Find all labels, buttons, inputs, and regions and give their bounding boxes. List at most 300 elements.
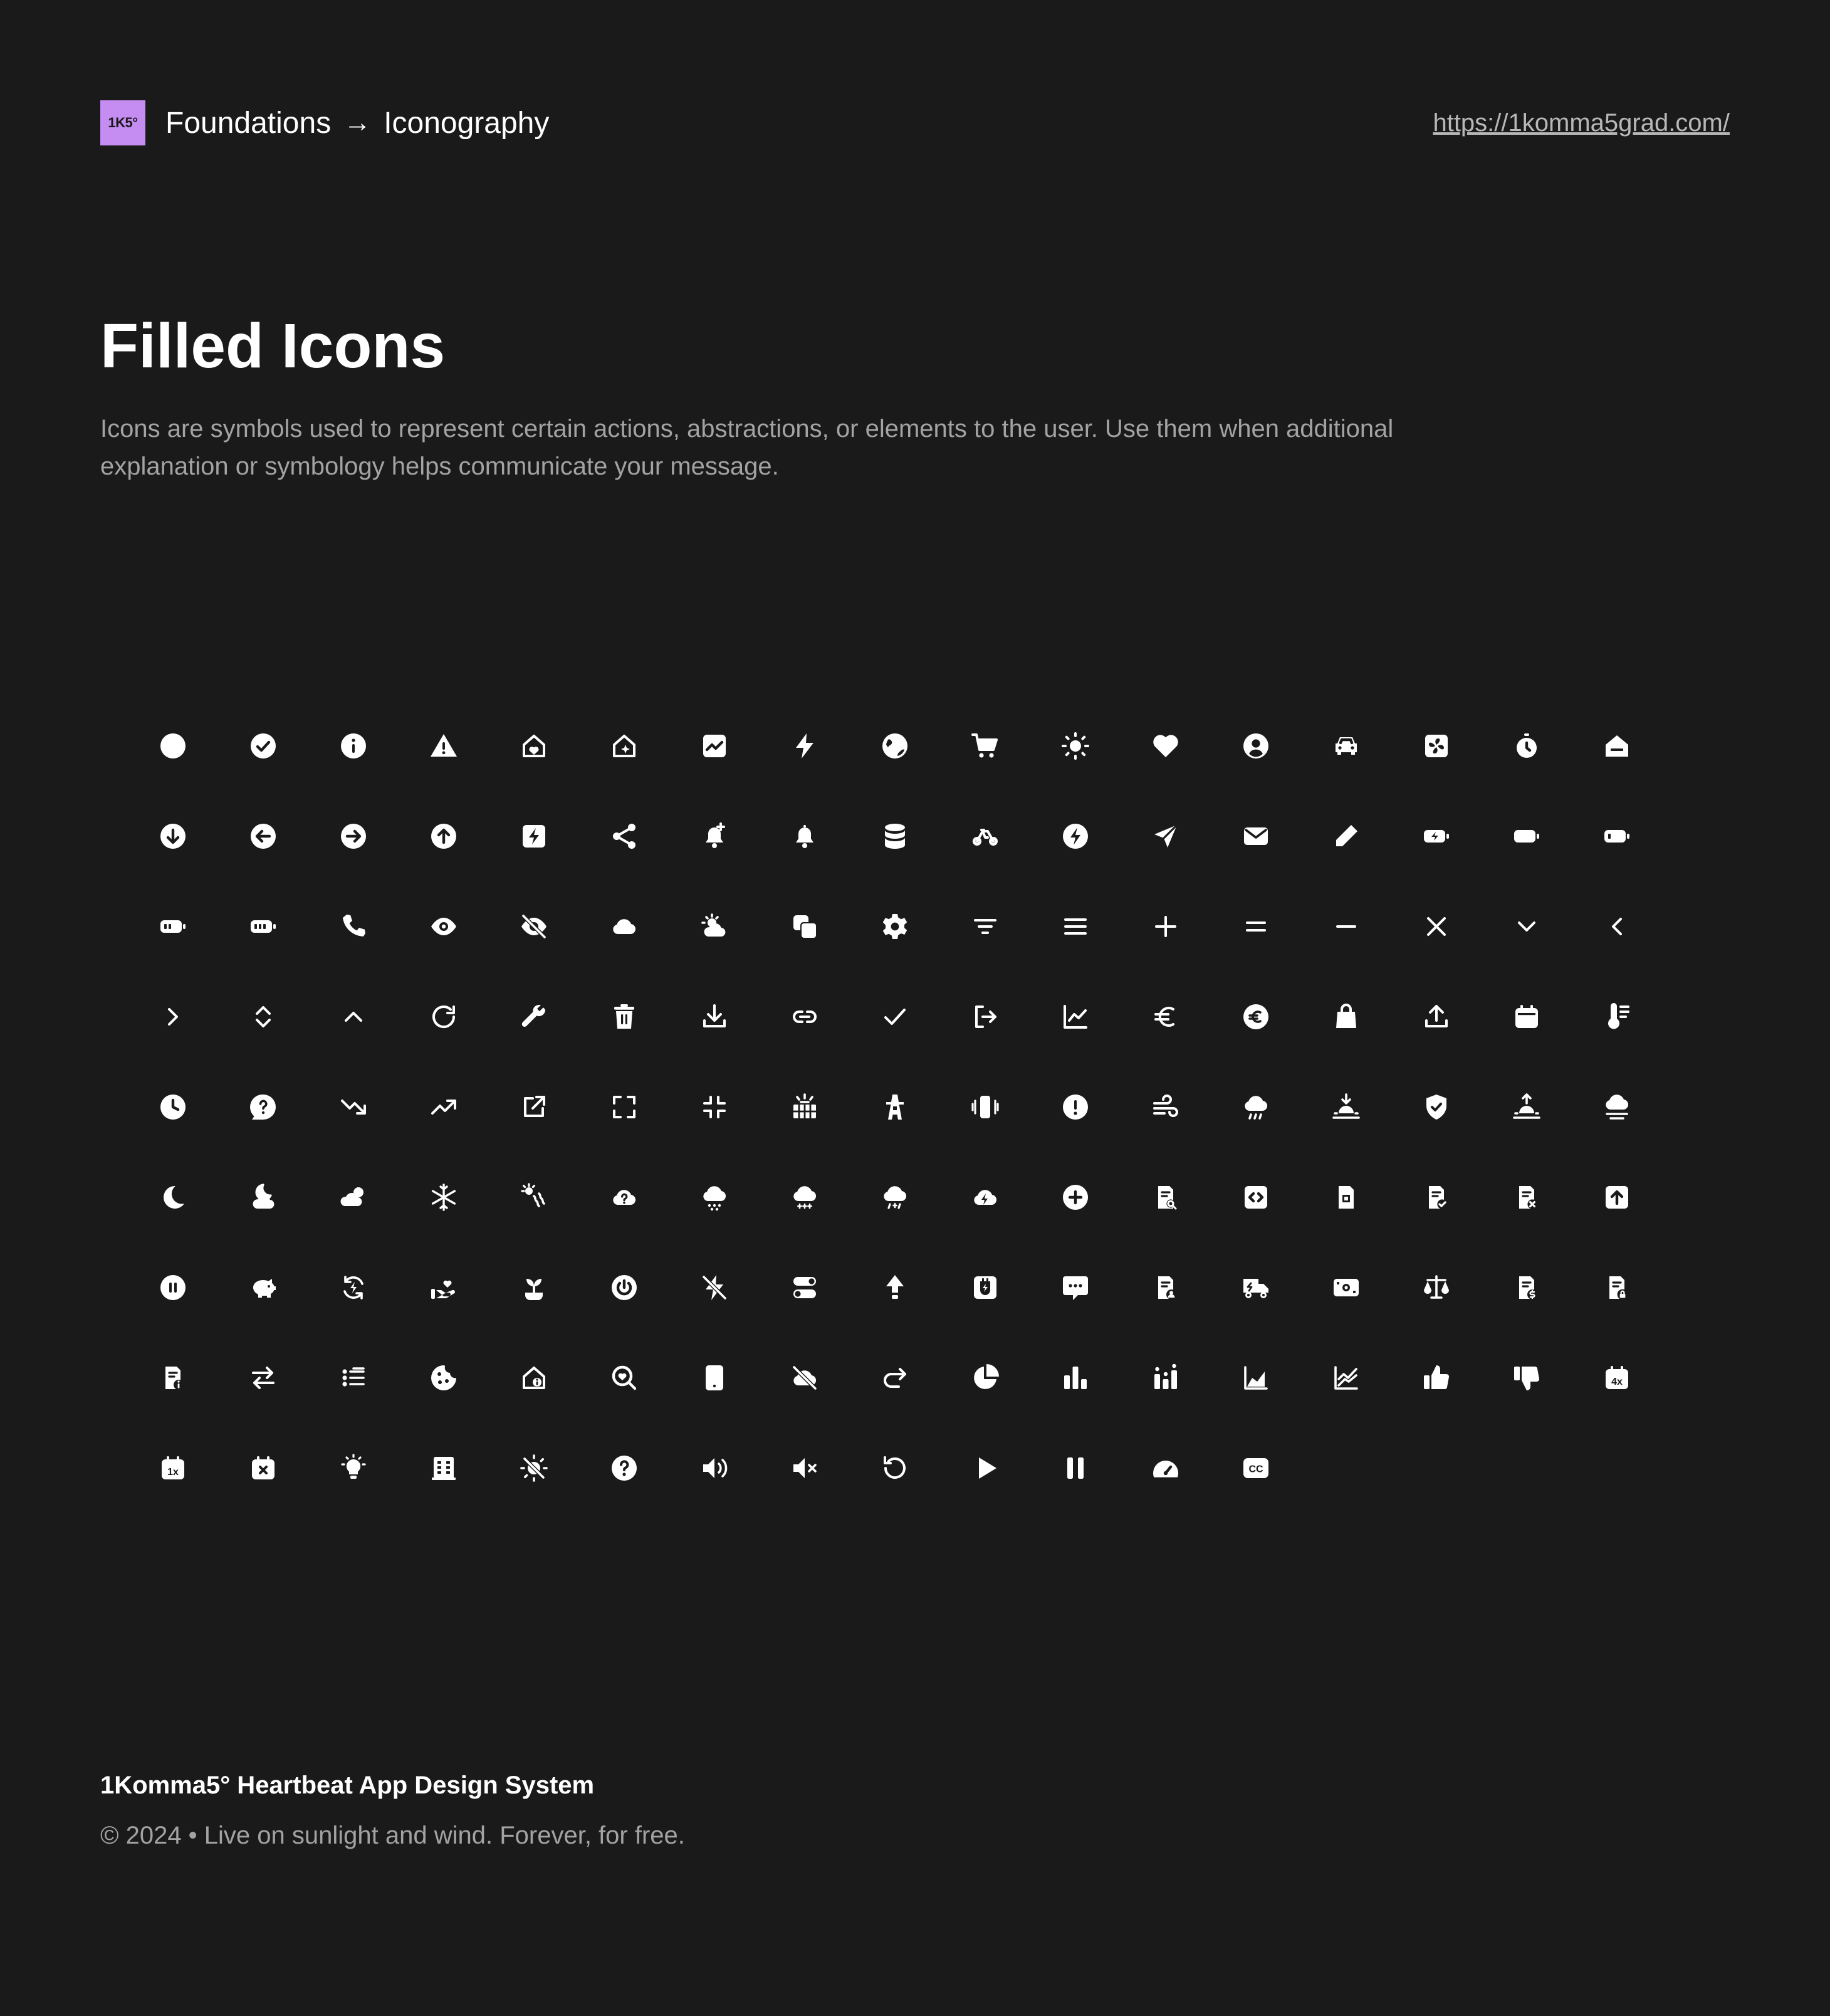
battery-medium-icon bbox=[128, 881, 218, 972]
document-search-icon-glyph bbox=[1151, 1182, 1181, 1212]
redo-icon bbox=[850, 1333, 940, 1423]
thermometer-icon bbox=[1572, 972, 1662, 1062]
trend-up-icon-glyph bbox=[429, 1092, 459, 1122]
svg-text:4x: 4x bbox=[1611, 1377, 1623, 1387]
volume-icon-glyph bbox=[699, 1453, 729, 1483]
globe-icon-glyph bbox=[880, 731, 910, 761]
trash-icon bbox=[579, 972, 669, 1062]
close-icon-glyph bbox=[1421, 911, 1451, 942]
document-box-icon bbox=[1301, 1152, 1391, 1242]
list-icon-glyph bbox=[338, 1363, 369, 1393]
chevron-down-icon-glyph bbox=[1512, 911, 1542, 942]
bar-chart-alt-icon-glyph bbox=[1151, 1363, 1181, 1393]
warning-triangle-icon-glyph bbox=[429, 731, 459, 761]
question-bubble-icon-glyph bbox=[248, 1092, 278, 1122]
share-icon bbox=[579, 791, 669, 881]
document-x-icon bbox=[1482, 1152, 1572, 1242]
globe-icon bbox=[850, 701, 940, 791]
info-circle-icon-glyph bbox=[338, 731, 369, 761]
arrow-right-circle-icon-glyph bbox=[338, 821, 369, 851]
close-icon bbox=[1391, 881, 1482, 972]
lightning-icon-glyph bbox=[790, 731, 820, 761]
heart-icon-glyph bbox=[1151, 731, 1181, 761]
cart-icon bbox=[940, 701, 1030, 791]
trend-up-icon bbox=[399, 1062, 489, 1152]
pause-icon bbox=[1030, 1423, 1121, 1513]
moon-icon bbox=[128, 1152, 218, 1242]
plant-icon-glyph bbox=[519, 1273, 549, 1303]
trend-down-icon-glyph bbox=[338, 1092, 369, 1122]
multi-line-chart-icon-glyph bbox=[1331, 1363, 1361, 1393]
collapse-icon-glyph bbox=[699, 1092, 729, 1122]
upload-square-icon bbox=[1572, 1152, 1662, 1242]
piggy-bank-icon bbox=[218, 1242, 308, 1333]
partly-sunny-icon-glyph bbox=[699, 911, 729, 942]
document-search-icon bbox=[1121, 1152, 1211, 1242]
expand-icon-glyph bbox=[609, 1092, 639, 1122]
scooter-icon bbox=[940, 791, 1030, 881]
calendar-x-icon bbox=[218, 1423, 308, 1513]
cloud-snow-icon bbox=[760, 1152, 850, 1242]
sunset-icon-glyph bbox=[1331, 1092, 1361, 1122]
sunrise-icon-glyph bbox=[1512, 1092, 1542, 1122]
battery-low-icon bbox=[1572, 791, 1662, 881]
external-link-icon bbox=[489, 1062, 579, 1152]
pie-chart-icon bbox=[940, 1333, 1030, 1423]
multi-line-chart-icon bbox=[1301, 1333, 1391, 1423]
hand-heart-icon-glyph bbox=[429, 1273, 459, 1303]
filter-icon bbox=[940, 881, 1030, 972]
rain-cloud-icon-glyph bbox=[1241, 1092, 1271, 1122]
menu-icon-glyph bbox=[1060, 911, 1090, 942]
icon-grid bbox=[128, 701, 1667, 1513]
thumbs-up-icon-glyph bbox=[1421, 1363, 1451, 1393]
refresh-icon bbox=[399, 972, 489, 1062]
arrow-left-circle-icon bbox=[218, 791, 308, 881]
code-square-icon-glyph bbox=[1241, 1182, 1271, 1212]
help-circle-icon bbox=[579, 1423, 669, 1513]
cloud-off-icon-glyph bbox=[790, 1363, 820, 1393]
power-pylon-icon bbox=[850, 1062, 940, 1152]
timer-icon bbox=[1482, 701, 1572, 791]
chevron-down-icon bbox=[1482, 881, 1572, 972]
area-chart-icon-glyph bbox=[1241, 1363, 1271, 1393]
download-icon bbox=[669, 972, 760, 1062]
document-info-icon bbox=[128, 1333, 218, 1423]
pencil-icon bbox=[1301, 791, 1391, 881]
thermometer-icon-glyph bbox=[1602, 1002, 1632, 1032]
eye-off-icon-glyph bbox=[519, 911, 549, 942]
svg-text:CC: CC bbox=[1248, 1464, 1263, 1475]
area-chart-icon bbox=[1211, 1333, 1301, 1423]
circle-icon bbox=[128, 701, 218, 791]
check-icon bbox=[850, 972, 940, 1062]
car-icon bbox=[1301, 701, 1391, 791]
wind-icon-glyph bbox=[1151, 1092, 1181, 1122]
clock-icon-glyph bbox=[158, 1092, 188, 1122]
svg-text:1x: 1x bbox=[167, 1467, 179, 1478]
breadcrumb bbox=[165, 100, 549, 145]
help-circle-icon-glyph bbox=[609, 1453, 639, 1483]
cycle-icon bbox=[308, 1242, 399, 1333]
gear-icon bbox=[850, 881, 940, 972]
sun-icon bbox=[1030, 701, 1121, 791]
bag-icon bbox=[1301, 972, 1391, 1062]
chevron-up-down-icon-glyph bbox=[248, 1002, 278, 1032]
cloud-drizzle-icon-glyph bbox=[699, 1182, 729, 1212]
ev-charger-icon bbox=[940, 1242, 1030, 1333]
wrench-icon bbox=[489, 972, 579, 1062]
thumbs-down-icon bbox=[1482, 1333, 1572, 1423]
lightning-square-icon bbox=[489, 791, 579, 881]
power-icon-glyph bbox=[609, 1273, 639, 1303]
snowflake-icon-glyph bbox=[429, 1182, 459, 1212]
calendar-1x-icon-glyph bbox=[158, 1453, 188, 1483]
play-icon-glyph bbox=[970, 1453, 1000, 1483]
bell-plus-icon-glyph bbox=[699, 821, 729, 851]
menu-icon bbox=[1030, 881, 1121, 972]
lightbulb-icon-glyph bbox=[338, 1453, 369, 1483]
wrench-icon-glyph bbox=[519, 1002, 549, 1032]
phone-icon bbox=[308, 881, 399, 972]
refresh-icon-glyph bbox=[429, 1002, 459, 1032]
arrow-up-circle-icon-glyph bbox=[429, 821, 459, 851]
home-heart-icon-glyph bbox=[519, 731, 549, 761]
bar-chart-alt-icon bbox=[1121, 1333, 1211, 1423]
chevron-left-icon-glyph bbox=[1602, 911, 1632, 942]
link-icon bbox=[760, 972, 850, 1062]
logout-icon-glyph bbox=[970, 1002, 1000, 1032]
undo-icon bbox=[850, 1423, 940, 1513]
circle-icon-glyph bbox=[158, 731, 188, 761]
fog-cloud-icon-glyph bbox=[1602, 1092, 1632, 1122]
building-icon-glyph bbox=[429, 1453, 459, 1483]
home-info-icon bbox=[489, 1333, 579, 1423]
wind-icon bbox=[1121, 1062, 1211, 1152]
clock-icon bbox=[128, 1062, 218, 1152]
cloud-icon-glyph bbox=[609, 911, 639, 942]
upload-icon-glyph bbox=[1421, 1002, 1451, 1032]
plus-icon-glyph bbox=[1151, 911, 1181, 942]
home-solid-icon bbox=[1572, 701, 1662, 791]
thumbs-up-icon bbox=[1391, 1333, 1482, 1423]
hail-icon bbox=[489, 1152, 579, 1242]
partly-sunny-icon bbox=[669, 881, 760, 972]
building-icon bbox=[399, 1423, 489, 1513]
document-lock-icon bbox=[1572, 1242, 1662, 1333]
calendar-icon bbox=[1482, 972, 1572, 1062]
redo-icon-glyph bbox=[880, 1363, 910, 1393]
arrow-up-bold-icon bbox=[850, 1242, 940, 1333]
battery-low-icon-glyph bbox=[1602, 821, 1632, 851]
solar-panel-icon bbox=[760, 1062, 850, 1152]
mute-icon bbox=[760, 1423, 850, 1513]
header bbox=[100, 100, 1730, 145]
arrow-left-circle-icon-glyph bbox=[248, 821, 278, 851]
no-sun-icon bbox=[489, 1423, 579, 1513]
chevron-up-icon-glyph bbox=[338, 1002, 369, 1032]
share-icon-glyph bbox=[609, 821, 639, 851]
lightning-icon bbox=[760, 701, 850, 791]
calendar-1x-icon bbox=[128, 1423, 218, 1513]
swap-icon bbox=[218, 1333, 308, 1423]
eye-icon-glyph bbox=[429, 911, 459, 942]
cloud-sun-icon-glyph bbox=[338, 1182, 369, 1212]
document-box-icon-glyph bbox=[1331, 1182, 1361, 1212]
home-info-icon-glyph bbox=[519, 1363, 549, 1393]
upload-icon bbox=[1391, 972, 1482, 1062]
phone-icon-glyph bbox=[338, 911, 369, 942]
pie-chart-icon-glyph bbox=[970, 1363, 1000, 1393]
copy-icon-glyph bbox=[790, 911, 820, 942]
footer-subtitle: © 2024 • Live on sunlight and wind. Forever, for free. bbox=[100, 1822, 685, 1849]
document-lock-icon-glyph bbox=[1602, 1273, 1632, 1303]
plus-icon bbox=[1121, 881, 1211, 972]
copy-icon bbox=[760, 881, 850, 972]
bar-chart-icon bbox=[1030, 1333, 1121, 1423]
breadcrumb-iconography[interactable]: Iconography bbox=[384, 106, 550, 140]
speedometer-icon bbox=[1121, 1423, 1211, 1513]
breadcrumb-foundations[interactable]: Foundations bbox=[165, 106, 332, 140]
external-link-icon-glyph bbox=[519, 1092, 549, 1122]
question-bubble-icon bbox=[218, 1062, 308, 1152]
user-circle-icon bbox=[1211, 701, 1301, 791]
arrow-up-circle-icon bbox=[399, 791, 489, 881]
eye-icon bbox=[399, 881, 489, 972]
minus-icon-glyph bbox=[1331, 911, 1361, 942]
piggy-bank-icon-glyph bbox=[248, 1273, 278, 1303]
eye-off-icon bbox=[489, 881, 579, 972]
cloud-moon-icon bbox=[218, 1152, 308, 1242]
logout-icon bbox=[940, 972, 1030, 1062]
lightning-circle-icon-glyph bbox=[1060, 821, 1090, 851]
image-chart-icon-glyph bbox=[699, 731, 729, 761]
swap-icon-glyph bbox=[248, 1363, 278, 1393]
search-heart-icon-glyph bbox=[609, 1363, 639, 1393]
line-chart-icon-glyph bbox=[1060, 1002, 1090, 1032]
database-icon-glyph bbox=[880, 821, 910, 851]
expand-icon bbox=[579, 1062, 669, 1152]
lightning-circle-icon bbox=[1030, 791, 1121, 881]
hand-heart-icon bbox=[399, 1242, 489, 1333]
mail-icon-glyph bbox=[1241, 821, 1271, 851]
link-icon-glyph bbox=[790, 1002, 820, 1032]
no-sun-icon-glyph bbox=[519, 1453, 549, 1483]
bell-plus-icon bbox=[669, 791, 760, 881]
closed-caption-icon-glyph bbox=[1241, 1453, 1271, 1483]
pencil-icon-glyph bbox=[1331, 821, 1361, 851]
home-solid-icon-glyph bbox=[1602, 731, 1632, 761]
cart-icon-glyph bbox=[970, 731, 1000, 761]
cloud-sleet-icon bbox=[850, 1152, 940, 1242]
code-square-icon bbox=[1211, 1152, 1301, 1242]
home-sparkle-icon-glyph bbox=[609, 731, 639, 761]
snowflake-icon bbox=[399, 1152, 489, 1242]
phone-vibrate-icon-glyph bbox=[970, 1092, 1000, 1122]
sunset-icon bbox=[1301, 1062, 1391, 1152]
battery-charging-icon bbox=[1391, 791, 1482, 881]
calendar-4x-icon bbox=[1572, 1333, 1662, 1423]
timer-icon-glyph bbox=[1512, 731, 1542, 761]
send-icon bbox=[1121, 791, 1211, 881]
trend-down-icon bbox=[308, 1062, 399, 1152]
bell-icon-glyph bbox=[790, 821, 820, 851]
cloud-icon bbox=[579, 881, 669, 972]
warning-triangle-icon bbox=[399, 701, 489, 791]
brand-logo[interactable]: 1K5° bbox=[100, 100, 145, 145]
heart-icon bbox=[1121, 701, 1211, 791]
search-heart-icon bbox=[579, 1333, 669, 1423]
document-user-icon-glyph bbox=[1151, 1273, 1181, 1303]
plus-circle-icon-glyph bbox=[1060, 1182, 1090, 1212]
shield-check-icon bbox=[1391, 1062, 1482, 1152]
thumbs-down-icon-glyph bbox=[1512, 1363, 1542, 1393]
cloud-lightning-icon-glyph bbox=[970, 1182, 1000, 1212]
trash-icon-glyph bbox=[609, 1002, 639, 1032]
cookie-icon-glyph bbox=[429, 1363, 459, 1393]
closed-caption-icon bbox=[1211, 1423, 1301, 1513]
cloud-lightning-icon bbox=[940, 1152, 1030, 1242]
equals-icon-glyph bbox=[1241, 911, 1271, 942]
moon-icon-glyph bbox=[158, 1182, 188, 1212]
minus-icon bbox=[1301, 881, 1391, 972]
line-chart-icon bbox=[1030, 972, 1121, 1062]
info-circle-icon bbox=[308, 701, 399, 791]
lightbulb-icon bbox=[308, 1423, 399, 1513]
equals-icon bbox=[1211, 881, 1301, 972]
lightning-square-icon-glyph bbox=[519, 821, 549, 851]
document-info-icon-glyph bbox=[158, 1363, 188, 1393]
banknote-icon bbox=[1301, 1242, 1391, 1333]
alert-circle-icon bbox=[1030, 1062, 1121, 1152]
database-icon bbox=[850, 791, 940, 881]
battery-full-icon bbox=[1482, 791, 1572, 881]
collapse-icon bbox=[669, 1062, 760, 1152]
cycle-icon-glyph bbox=[338, 1273, 369, 1303]
arrow-down-circle-icon bbox=[128, 791, 218, 881]
speedometer-icon-glyph bbox=[1151, 1453, 1181, 1483]
check-circle-icon-glyph bbox=[248, 731, 278, 761]
image-chart-icon bbox=[669, 701, 760, 791]
fan-icon bbox=[1391, 701, 1482, 791]
cloud-drizzle-icon bbox=[669, 1152, 760, 1242]
calendar-4x-icon-glyph bbox=[1602, 1363, 1632, 1393]
lightning-off-icon-glyph bbox=[699, 1273, 729, 1303]
alert-circle-icon-glyph bbox=[1060, 1092, 1090, 1122]
tablet-icon-glyph bbox=[699, 1363, 729, 1393]
chevron-up-icon bbox=[308, 972, 399, 1062]
euro-circle-icon bbox=[1211, 972, 1301, 1062]
chevron-right-icon bbox=[128, 972, 218, 1062]
cloud-question-icon bbox=[579, 1152, 669, 1242]
arrow-up-bold-icon-glyph bbox=[880, 1273, 910, 1303]
hail-icon-glyph bbox=[519, 1182, 549, 1212]
euro-icon bbox=[1121, 972, 1211, 1062]
document-user-icon bbox=[1121, 1242, 1211, 1333]
download-icon-glyph bbox=[699, 1002, 729, 1032]
tablet-icon bbox=[669, 1333, 760, 1423]
document-x-icon-glyph bbox=[1512, 1182, 1542, 1212]
pause-circle-icon-glyph bbox=[158, 1273, 188, 1303]
upload-square-icon-glyph bbox=[1602, 1182, 1632, 1212]
solar-panel-icon-glyph bbox=[790, 1092, 820, 1122]
filter-icon-glyph bbox=[970, 911, 1000, 942]
check-icon-glyph bbox=[880, 1002, 910, 1032]
check-circle-icon bbox=[218, 701, 308, 791]
arrow-down-circle-icon-glyph bbox=[158, 821, 188, 851]
website-link[interactable]: https://1komma5grad.com/ bbox=[1433, 108, 1730, 137]
delivery-truck-icon bbox=[1211, 1242, 1301, 1333]
car-icon-glyph bbox=[1331, 731, 1361, 761]
page-title: Filled Icons bbox=[100, 311, 446, 381]
cloud-moon-icon-glyph bbox=[248, 1182, 278, 1212]
arrow-right-circle-icon bbox=[308, 791, 399, 881]
sun-icon-glyph bbox=[1060, 731, 1090, 761]
ev-charger-icon-glyph bbox=[970, 1273, 1000, 1303]
bag-icon-glyph bbox=[1331, 1002, 1361, 1032]
document-dollar-icon bbox=[1482, 1242, 1572, 1333]
chevron-up-down-icon bbox=[218, 972, 308, 1062]
toggles-icon-glyph bbox=[790, 1273, 820, 1303]
chevron-right-icon-glyph bbox=[158, 1002, 188, 1032]
bar-chart-icon-glyph bbox=[1060, 1363, 1090, 1393]
document-dollar-icon-glyph bbox=[1512, 1273, 1542, 1303]
plant-icon bbox=[489, 1242, 579, 1333]
battery-high-icon bbox=[218, 881, 308, 972]
arrow-right-icon: → bbox=[343, 107, 372, 138]
chat-icon-glyph bbox=[1060, 1273, 1090, 1303]
plus-circle-icon bbox=[1030, 1152, 1121, 1242]
home-heart-icon bbox=[489, 701, 579, 791]
battery-high-icon-glyph bbox=[248, 911, 278, 942]
mail-icon bbox=[1211, 791, 1301, 881]
euro-icon-glyph bbox=[1151, 1002, 1181, 1032]
mute-icon-glyph bbox=[790, 1453, 820, 1483]
cookie-icon bbox=[399, 1333, 489, 1423]
footer-title: 1Komma5° Heartbeat App Design System bbox=[100, 1772, 595, 1799]
toggles-icon bbox=[760, 1242, 850, 1333]
euro-circle-icon-glyph bbox=[1241, 1002, 1271, 1032]
scale-icon-glyph bbox=[1421, 1273, 1451, 1303]
battery-medium-icon-glyph bbox=[158, 911, 188, 942]
cloud-snow-icon-glyph bbox=[790, 1182, 820, 1212]
volume-icon bbox=[669, 1423, 760, 1513]
pause-icon-glyph bbox=[1060, 1453, 1090, 1483]
scale-icon bbox=[1391, 1242, 1482, 1333]
chat-icon bbox=[1030, 1242, 1121, 1333]
home-sparkle-icon bbox=[579, 701, 669, 791]
battery-full-icon-glyph bbox=[1512, 821, 1542, 851]
play-icon bbox=[940, 1423, 1030, 1513]
calendar-icon-glyph bbox=[1512, 1002, 1542, 1032]
cloud-off-icon bbox=[760, 1333, 850, 1423]
calendar-x-icon-glyph bbox=[248, 1453, 278, 1483]
lightning-off-icon bbox=[669, 1242, 760, 1333]
banknote-icon-glyph bbox=[1331, 1273, 1361, 1303]
sunrise-icon bbox=[1482, 1062, 1572, 1152]
shield-check-icon-glyph bbox=[1421, 1092, 1451, 1122]
chevron-left-icon bbox=[1572, 881, 1662, 972]
power-icon bbox=[579, 1242, 669, 1333]
gear-icon-glyph bbox=[880, 911, 910, 942]
document-check-icon-glyph bbox=[1421, 1182, 1451, 1212]
fan-icon-glyph bbox=[1421, 731, 1451, 761]
power-pylon-icon-glyph bbox=[880, 1092, 910, 1122]
user-circle-icon-glyph bbox=[1241, 731, 1271, 761]
list-icon bbox=[308, 1333, 399, 1423]
cloud-sun-icon bbox=[308, 1152, 399, 1242]
battery-charging-icon-glyph bbox=[1421, 821, 1451, 851]
